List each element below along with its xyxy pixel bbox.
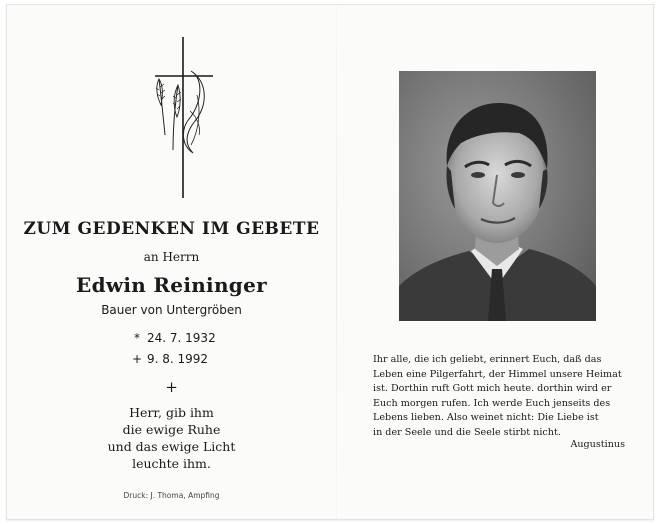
prayer [7, 404, 336, 472]
quote-line: Lebens lieben. Also weinet nicht: Die Liebe ist [373, 412, 599, 423]
memorial-card [6, 4, 654, 520]
prayer-line: Herr, gib ihm [129, 405, 214, 420]
deceased-name: Edwin Reininger [76, 273, 267, 297]
printer-credit: Druck: J. Thoma, Ampfing [123, 491, 220, 500]
quote-author: Augustinus [570, 439, 625, 450]
quote-line: Euch morgen rufen. Ich werde Euch jenseits des [373, 397, 611, 409]
memorial-heading: ZUM GEDENKEN IM GEBETE [23, 219, 320, 239]
quote-line: ist. Dorthin ruft Gott mich heute. dorthin wird er [373, 383, 612, 394]
birth-star-icon: * [134, 331, 140, 345]
death-date: 9. 8. 1992 [147, 352, 209, 366]
death-cross-icon: + [131, 352, 143, 366]
honorific: an Herrn [143, 250, 200, 264]
cross-with-wheat-icon [143, 35, 223, 200]
prayer-line: die ewige Ruhe [122, 422, 221, 437]
portrait-photo [399, 71, 596, 321]
death-row [127, 349, 287, 370]
birth-date: 24. 7. 1932 [147, 331, 216, 345]
life-dates [127, 328, 287, 370]
center-fold [336, 5, 337, 519]
prayer-line: leuchte ihm. [132, 456, 211, 471]
prayer-line: und das ewige Licht [107, 439, 236, 454]
quote-text [373, 353, 625, 440]
quote-line: in der Seele und die Seele stirbt nicht. [373, 426, 561, 438]
birth-row [127, 328, 287, 349]
deceased-role: Bauer von Untergröben [101, 303, 242, 317]
cross-symbol: + [165, 378, 178, 396]
quote-line: Leben eine Pilgerfahrt, der Himmel unsere Heimat [373, 368, 622, 380]
quote-line: Ihr alle, die ich geliebt, erinnert Euch, daß das [373, 354, 602, 365]
